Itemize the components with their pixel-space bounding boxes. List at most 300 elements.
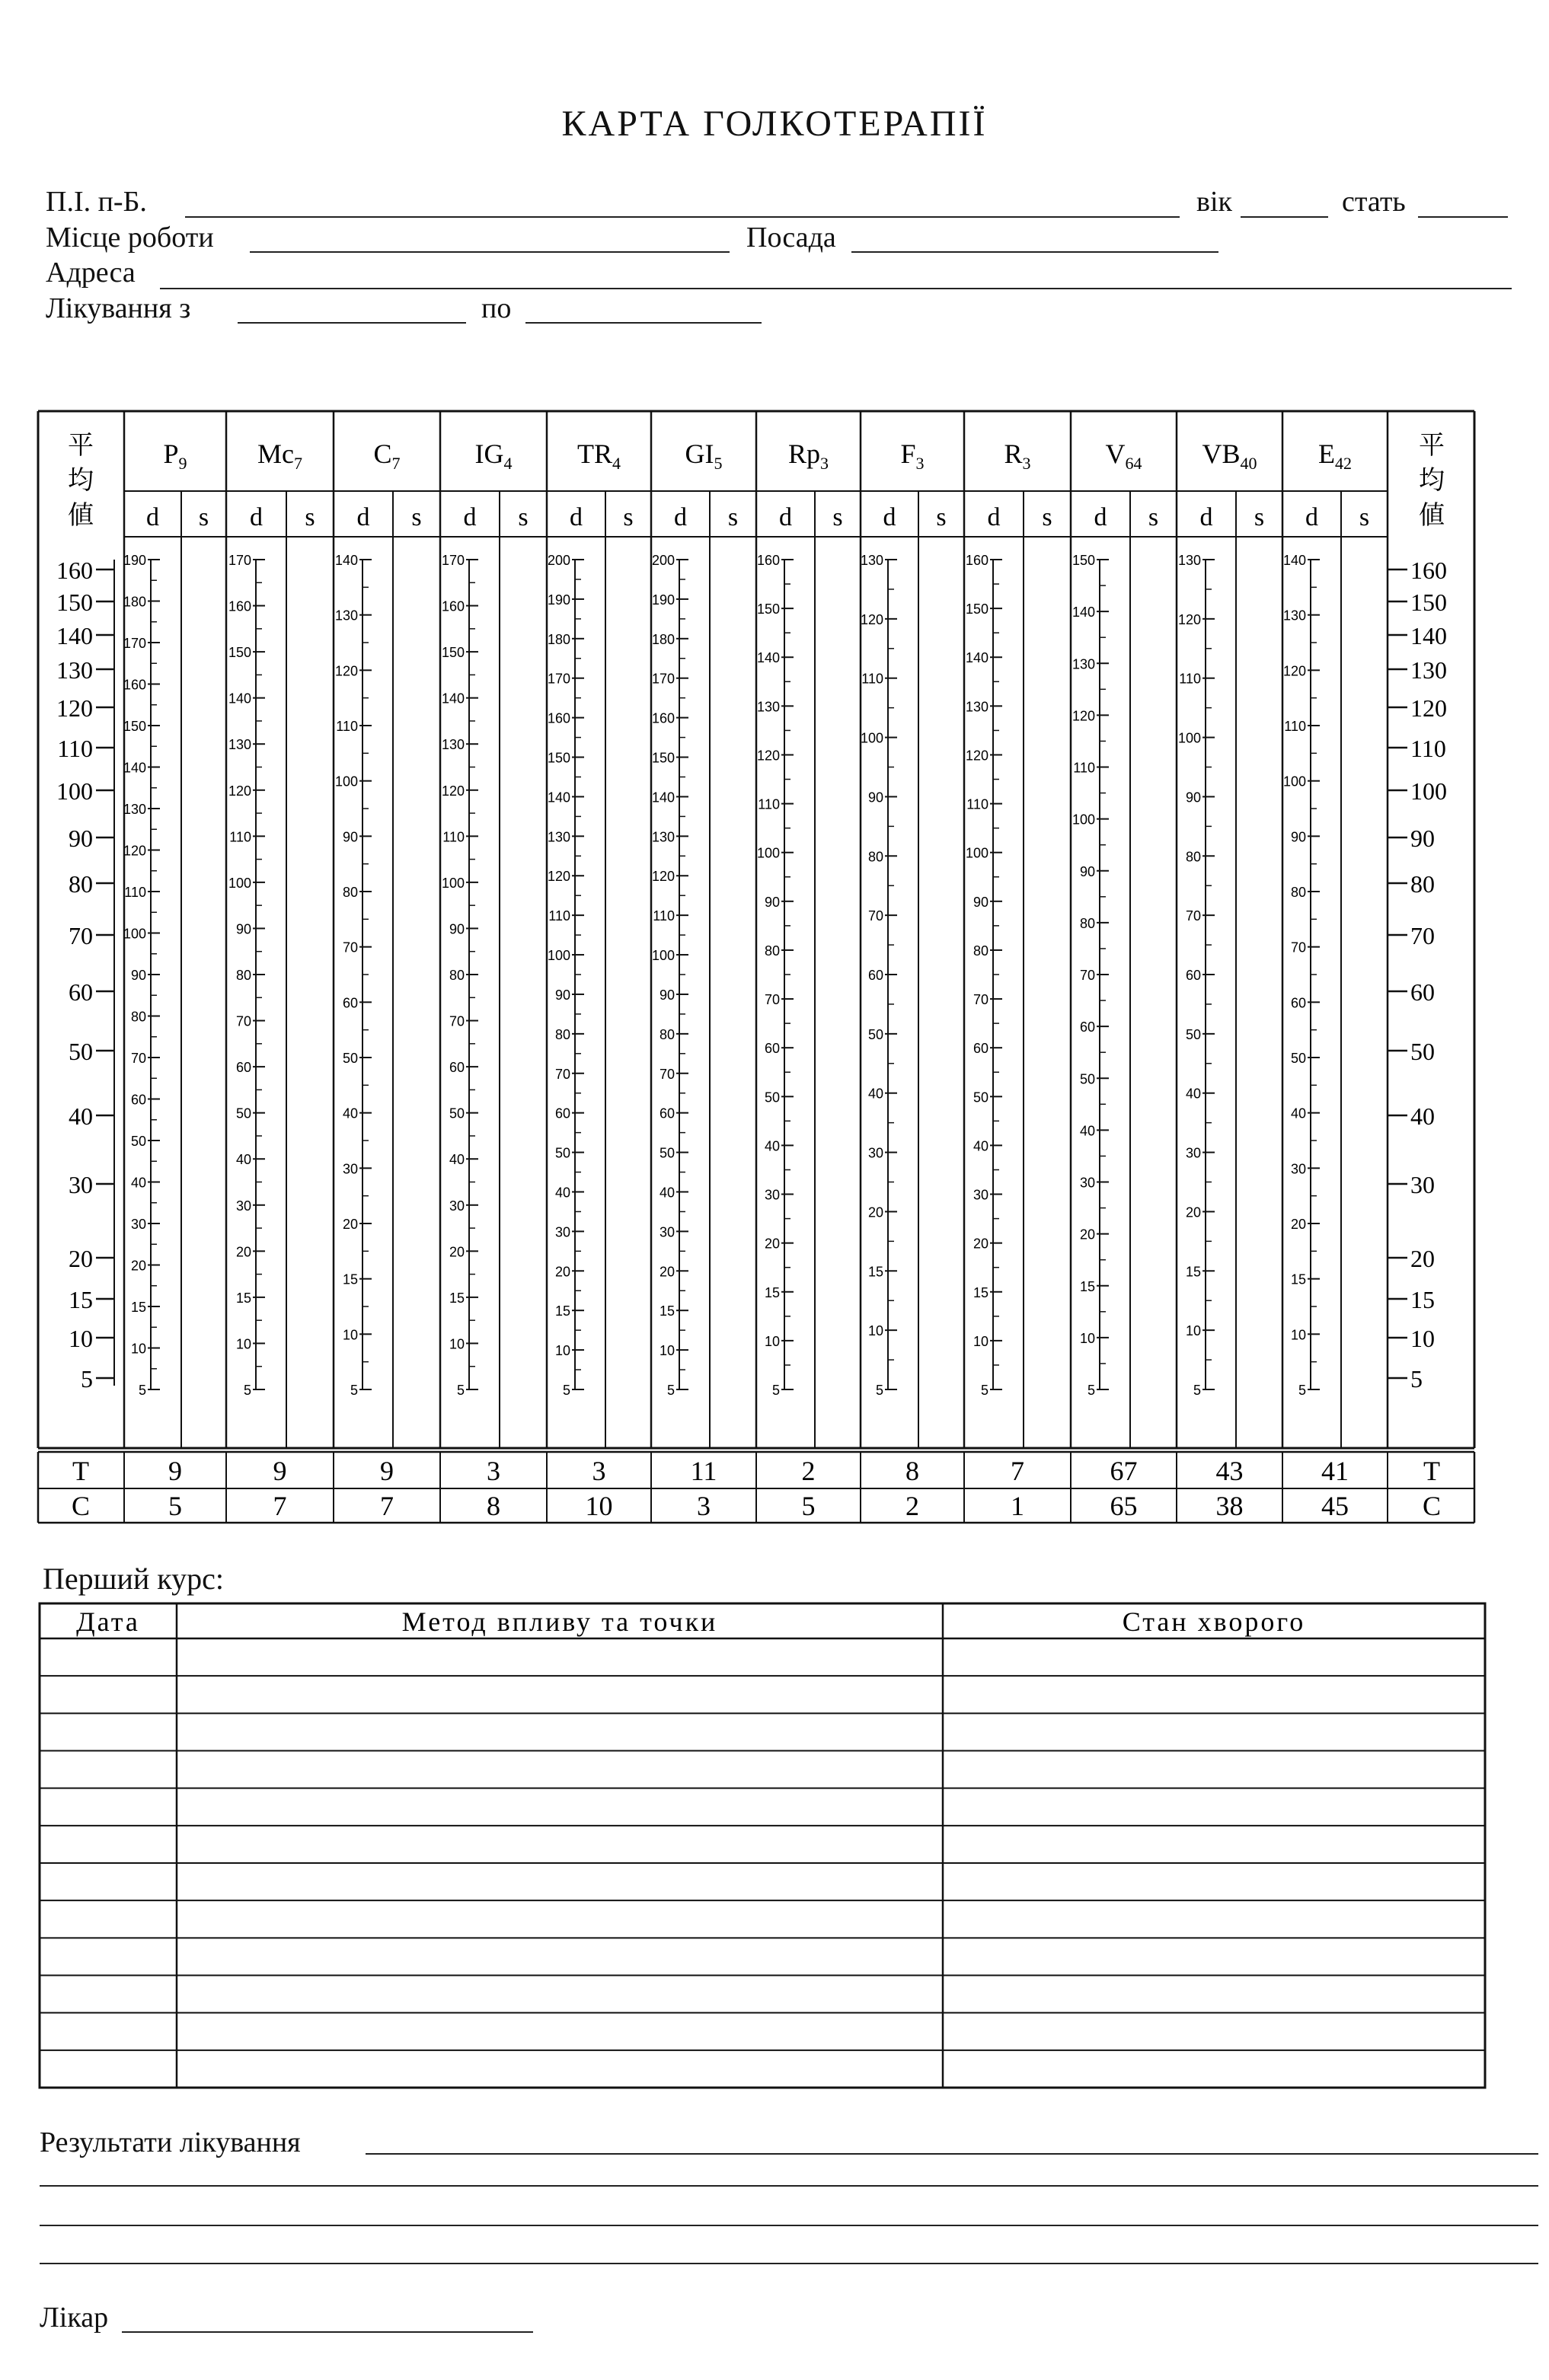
right-scale-label: 60 (1410, 978, 1435, 1006)
point-scale-label-vb40: 80 (1185, 849, 1201, 865)
point-scale-label-r3: 160 (965, 553, 988, 568)
treatment-to-label: по (481, 292, 512, 324)
t-value-mc7: 9 (273, 1456, 287, 1486)
point-scale-label-ig4: 90 (449, 921, 465, 937)
point-scale-label-v64: 70 (1079, 968, 1095, 983)
point-scale-label-tr4: 150 (547, 750, 570, 766)
point-scale-label-vb40: 70 (1185, 908, 1201, 924)
point-scale-label-f3: 90 (867, 790, 883, 806)
point-scale-label-rp3: 160 (756, 553, 780, 568)
point-header-c7: $C_7$ (373, 439, 401, 473)
sub-header-s: s (623, 503, 634, 531)
t-value-ig4: 3 (487, 1456, 500, 1486)
c-value-e42: 45 (1321, 1491, 1349, 1521)
workplace-label: Місце роботи (46, 222, 214, 254)
point-scale-label-e42: 50 (1290, 1051, 1306, 1066)
point-scale-label-mc7: 170 (228, 553, 251, 568)
sub-header-d: d (146, 503, 159, 531)
sub-header-s: s (411, 503, 422, 531)
point-scale-label-c7: 5 (350, 1383, 358, 1398)
point-scale-label-v64: 15 (1079, 1278, 1095, 1294)
sub-header-d: d (883, 503, 896, 531)
row-label-t-right: T (1423, 1456, 1440, 1486)
point-scale-label-mc7: 110 (229, 829, 251, 845)
point-scale-label-ig4: 80 (449, 968, 465, 983)
sub-header-s: s (832, 503, 843, 531)
point-scale-label-c7: 20 (342, 1217, 358, 1232)
results-label: Результати лікування (40, 2126, 301, 2158)
point-scale-label-gi5: 10 (659, 1343, 675, 1359)
point-scale-label-v64: 20 (1079, 1227, 1095, 1243)
sub-header-d: d (1199, 503, 1213, 531)
point-scale-label-tr4: 200 (547, 553, 570, 568)
point-scale-label-vb40: 110 (1179, 671, 1201, 687)
point-scale-label-r3: 20 (973, 1236, 988, 1252)
t-value-p9: 9 (168, 1456, 182, 1486)
right-scale-label: 160 (1410, 557, 1447, 584)
left-scale-label: 10 (69, 1325, 93, 1352)
t-value-gi5: 11 (690, 1456, 717, 1486)
point-scale-label-tr4: 20 (554, 1264, 570, 1280)
right-scale-label: 150 (1410, 589, 1447, 616)
sub-header-d: d (570, 503, 583, 531)
sub-header-d: d (250, 503, 263, 531)
page-title: КАРТА ГОЛКОТЕРАПІЇ (561, 104, 988, 144)
point-scale-label-v64: 30 (1079, 1175, 1095, 1191)
row-label-c-left: C (71, 1491, 91, 1521)
point-scale-label-rp3: 15 (764, 1284, 780, 1300)
point-scale-label-vb40: 5 (1193, 1383, 1201, 1398)
point-scale-label-f3: 130 (860, 553, 883, 568)
point-scale-label-c7: 80 (342, 885, 358, 900)
left-scale-label: 40 (69, 1102, 93, 1130)
point-scale-label-gi5: 100 (651, 948, 675, 964)
point-scale-label-c7: 60 (342, 995, 358, 1011)
right-scale-label: 30 (1410, 1171, 1435, 1198)
point-scale-label-gi5: 160 (651, 710, 675, 726)
c-value-ig4: 8 (487, 1491, 500, 1521)
point-scale-label-vb40: 60 (1185, 968, 1201, 983)
point-scale-label-v64: 100 (1072, 812, 1095, 828)
left-scale-label: 110 (57, 735, 93, 762)
doctor-label: Лікар (40, 2302, 109, 2334)
point-scale-label-e42: 90 (1290, 829, 1306, 845)
right-scale-label: 90 (1410, 825, 1435, 852)
point-scale-label-rp3: 5 (771, 1383, 780, 1398)
point-scale-label-rp3: 60 (764, 1041, 780, 1057)
side-header-left: 均 (68, 467, 94, 495)
point-scale-label-c7: 30 (342, 1161, 358, 1177)
point-scale-label-tr4: 140 (547, 790, 570, 806)
left-scale-label: 130 (56, 656, 93, 684)
point-scale-label-p9: 30 (130, 1217, 146, 1232)
point-header-gi5: $GI_5$ (685, 439, 723, 473)
point-scale-label-f3: 30 (867, 1145, 883, 1161)
point-header-p9: $P_9$ (163, 439, 187, 473)
point-scale-label-r3: 10 (973, 1333, 988, 1349)
sub-header-d: d (987, 503, 1001, 531)
point-header-e42: $E_{42}$ (1318, 439, 1352, 473)
point-scale-label-p9: 180 (123, 594, 146, 610)
point-scale-label-r3: 80 (973, 943, 988, 959)
right-scale-label: 70 (1410, 922, 1435, 949)
left-scale-label: 160 (56, 557, 93, 584)
t-value-r3: 7 (1011, 1456, 1024, 1486)
sub-header-d: d (779, 503, 792, 531)
point-scale-label-f3: 5 (875, 1383, 883, 1398)
point-scale-label-ig4: 40 (449, 1152, 465, 1168)
point-scale-label-v64: 50 (1079, 1071, 1095, 1087)
point-header-f3: $F_3$ (900, 439, 925, 473)
right-scale-label: 20 (1410, 1245, 1435, 1272)
side-header-right: 値 (1419, 502, 1445, 530)
sub-header-s: s (1254, 503, 1265, 531)
point-scale-label-vb40: 40 (1185, 1086, 1201, 1102)
left-scale-label: 100 (56, 777, 93, 805)
right-scale-label: 10 (1410, 1325, 1435, 1352)
c-value-r3: 1 (1011, 1491, 1024, 1521)
side-header-left: 値 (68, 502, 94, 530)
point-scale-label-mc7: 90 (235, 921, 251, 937)
point-scale-label-gi5: 120 (651, 869, 675, 885)
point-scale-label-vb40: 50 (1185, 1026, 1201, 1042)
point-scale-label-r3: 130 (965, 699, 988, 715)
point-scale-label-rp3: 120 (756, 748, 780, 764)
point-scale-label-e42: 80 (1290, 885, 1306, 900)
point-scale-label-gi5: 60 (659, 1105, 675, 1121)
sub-header-d: d (1305, 503, 1318, 531)
point-scale-label-v64: 150 (1072, 553, 1095, 568)
left-scale-label: 20 (69, 1245, 93, 1272)
point-scale-label-tr4: 180 (547, 631, 570, 647)
point-scale-label-c7: 90 (342, 829, 358, 845)
point-scale-label-rp3: 110 (758, 796, 780, 812)
point-scale-label-e42: 5 (1298, 1383, 1306, 1398)
c-value-tr4: 10 (585, 1491, 613, 1521)
sex-label: стать (1342, 186, 1406, 218)
point-scale-label-f3: 80 (867, 849, 883, 865)
point-scale-label-c7: 140 (334, 553, 358, 568)
point-scale-label-r3: 70 (973, 992, 988, 1008)
point-scale-label-ig4: 120 (441, 783, 465, 799)
point-scale-label-vb40: 120 (1177, 611, 1201, 627)
point-scale-label-vb40: 90 (1185, 790, 1201, 806)
point-scale-label-mc7: 40 (235, 1152, 251, 1168)
c-value-mc7: 7 (273, 1491, 287, 1521)
point-scale-label-c7: 15 (342, 1271, 358, 1287)
point-scale-label-ig4: 160 (441, 598, 465, 614)
point-scale-label-v64: 130 (1072, 656, 1095, 672)
left-scale-label: 150 (56, 589, 93, 616)
right-scale-label: 120 (1410, 694, 1447, 722)
c-value-c7: 7 (380, 1491, 394, 1521)
point-scale-label-gi5: 180 (651, 631, 675, 647)
sub-header-s: s (1148, 503, 1159, 531)
point-scale-label-r3: 90 (973, 894, 988, 910)
results-line-4[interactable] (40, 2263, 1538, 2264)
point-scale-label-r3: 120 (965, 748, 988, 764)
point-scale-label-rp3: 90 (764, 894, 780, 910)
age-label: вік (1196, 186, 1232, 218)
point-scale-label-r3: 100 (965, 845, 988, 861)
point-header-vb40: $VB_{40}$ (1202, 439, 1257, 473)
point-scale-label-gi5: 80 (659, 1026, 675, 1042)
point-scale-label-p9: 120 (123, 843, 146, 859)
sub-header-s: s (305, 503, 315, 531)
point-scale-label-c7: 50 (342, 1051, 358, 1066)
point-header-r3: $R_3$ (1004, 439, 1031, 473)
point-scale-label-p9: 70 (130, 1051, 146, 1066)
point-scale-label-ig4: 60 (449, 1060, 465, 1076)
point-scale-label-r3: 30 (973, 1187, 988, 1203)
course-header-date: Дата (76, 1606, 140, 1637)
point-scale-label-mc7: 60 (235, 1060, 251, 1076)
left-scale-label: 90 (69, 825, 93, 852)
right-scale-label: 130 (1410, 656, 1447, 684)
point-scale-label-rp3: 30 (764, 1187, 780, 1203)
point-scale-label-rp3: 80 (764, 943, 780, 959)
sub-header-s: s (1359, 503, 1370, 531)
point-scale-label-mc7: 30 (235, 1198, 251, 1214)
point-scale-label-ig4: 70 (449, 1013, 465, 1029)
c-value-p9: 5 (168, 1491, 182, 1521)
point-scale-label-f3: 20 (867, 1204, 883, 1220)
point-scale-label-tr4: 120 (547, 869, 570, 885)
point-scale-label-rp3: 130 (756, 699, 780, 715)
point-scale-label-tr4: 60 (554, 1105, 570, 1121)
point-scale-label-gi5: 30 (659, 1224, 675, 1240)
point-scale-label-gi5: 50 (659, 1145, 675, 1161)
point-scale-label-rp3: 70 (764, 992, 780, 1008)
point-scale-label-r3: 110 (966, 796, 988, 812)
left-scale-label: 50 (69, 1038, 93, 1065)
point-scale-label-ig4: 20 (449, 1244, 465, 1260)
results-line-2[interactable] (40, 2185, 1538, 2187)
point-scale-label-gi5: 70 (659, 1066, 675, 1082)
point-scale-label-e42: 110 (1284, 719, 1306, 734)
course-header-method: Метод впливу та точки (401, 1606, 718, 1637)
point-scale-label-mc7: 120 (228, 783, 251, 799)
c-value-rp3: 5 (801, 1491, 816, 1521)
sub-header-d: d (463, 503, 477, 531)
point-scale-label-e42: 120 (1282, 663, 1306, 679)
point-scale-label-gi5: 110 (653, 908, 675, 924)
point-scale-label-ig4: 170 (441, 553, 465, 568)
point-scale-label-f3: 110 (861, 671, 883, 687)
point-scale-label-gi5: 40 (659, 1185, 675, 1201)
point-scale-label-gi5: 150 (651, 750, 675, 766)
left-scale-label: 70 (69, 922, 93, 949)
point-scale-label-p9: 20 (130, 1258, 146, 1274)
point-scale-label-r3: 150 (965, 601, 988, 617)
point-scale-label-c7: 40 (342, 1105, 358, 1121)
point-scale-label-tr4: 50 (554, 1145, 570, 1161)
point-scale-label-p9: 170 (123, 636, 146, 651)
t-value-f3: 8 (905, 1456, 919, 1486)
point-scale-label-p9: 80 (130, 1009, 146, 1025)
t-value-rp3: 2 (801, 1456, 816, 1486)
right-scale-label: 100 (1410, 777, 1447, 805)
point-scale-label-tr4: 80 (554, 1026, 570, 1042)
point-scale-label-tr4: 170 (547, 671, 570, 687)
doctor-field[interactable] (122, 2331, 533, 2333)
point-scale-label-ig4: 5 (456, 1383, 465, 1398)
point-scale-label-rp3: 40 (764, 1138, 780, 1154)
point-scale-label-p9: 160 (123, 677, 146, 693)
point-scale-label-vb40: 30 (1185, 1145, 1201, 1161)
point-scale-label-e42: 130 (1282, 608, 1306, 624)
point-scale-label-p9: 10 (130, 1341, 146, 1357)
point-scale-label-mc7: 130 (228, 737, 251, 753)
c-value-gi5: 3 (697, 1491, 711, 1521)
right-scale-label: 15 (1410, 1286, 1435, 1313)
point-scale-label-p9: 15 (130, 1300, 146, 1315)
treatment-from-label: Лікування з (46, 292, 191, 324)
point-scale-label-tr4: 15 (554, 1303, 570, 1319)
side-header-right: 均 (1419, 467, 1445, 495)
point-scale-label-tr4: 130 (547, 829, 570, 845)
row-label-t-left: T (72, 1456, 89, 1486)
point-scale-label-r3: 140 (965, 650, 988, 666)
point-scale-label-v64: 60 (1079, 1019, 1095, 1035)
sub-header-s: s (198, 503, 209, 531)
position-label: Посада (746, 222, 836, 254)
point-scale-label-rp3: 150 (756, 601, 780, 617)
point-scale-label-tr4: 40 (554, 1185, 570, 1201)
point-scale-label-mc7: 15 (235, 1290, 251, 1306)
left-scale-label: 30 (69, 1171, 93, 1198)
c-value-vb40: 38 (1215, 1491, 1244, 1521)
point-scale-label-e42: 70 (1290, 940, 1306, 956)
left-scale-label: 5 (81, 1365, 93, 1393)
point-scale-label-v64: 5 (1087, 1383, 1095, 1398)
point-scale-label-vb40: 15 (1185, 1264, 1201, 1280)
point-scale-label-c7: 100 (334, 774, 358, 790)
left-scale-label: 60 (69, 978, 93, 1006)
t-value-vb40: 43 (1215, 1456, 1244, 1486)
point-header-rp3: $Rp_3$ (787, 439, 829, 473)
point-scale-label-rp3: 140 (756, 650, 780, 666)
row-label-c-right: C (1422, 1491, 1442, 1521)
point-scale-label-tr4: 5 (562, 1383, 570, 1398)
point-scale-label-gi5: 15 (659, 1303, 675, 1319)
point-scale-label-v64: 110 (1073, 760, 1095, 776)
point-scale-label-tr4: 100 (547, 948, 570, 964)
point-scale-label-e42: 30 (1290, 1161, 1306, 1177)
point-scale-label-rp3: 100 (756, 845, 780, 861)
point-scale-label-ig4: 15 (449, 1290, 465, 1306)
point-header-v64: $V_{64}$ (1105, 439, 1142, 473)
point-scale-label-tr4: 10 (554, 1343, 570, 1359)
point-scale-label-f3: 15 (867, 1264, 883, 1280)
point-scale-label-f3: 100 (860, 730, 883, 746)
t-value-c7: 9 (380, 1456, 394, 1486)
results-line-1[interactable] (366, 2153, 1538, 2155)
point-scale-label-f3: 10 (867, 1323, 883, 1339)
point-scale-label-c7: 10 (342, 1327, 358, 1343)
point-scale-label-e42: 20 (1290, 1217, 1306, 1232)
point-scale-label-v64: 90 (1079, 863, 1095, 879)
point-scale-label-f3: 60 (867, 968, 883, 983)
point-scale-label-gi5: 200 (651, 553, 675, 568)
point-scale-label-p9: 50 (130, 1134, 146, 1149)
point-scale-label-v64: 10 (1079, 1330, 1095, 1346)
point-scale-label-p9: 130 (123, 802, 146, 817)
point-scale-label-c7: 110 (336, 719, 358, 734)
point-scale-label-gi5: 170 (651, 671, 675, 687)
point-header-ig4: $IG_4$ (474, 439, 513, 473)
t-value-tr4: 3 (592, 1456, 606, 1486)
sub-header-d: d (356, 503, 370, 531)
point-scale-label-vb40: 10 (1185, 1323, 1201, 1339)
side-header-left: 平 (68, 432, 94, 460)
point-scale-label-mc7: 70 (235, 1013, 251, 1029)
point-scale-label-tr4: 110 (548, 908, 570, 924)
point-scale-label-ig4: 150 (441, 645, 465, 661)
point-scale-label-mc7: 80 (235, 968, 251, 983)
point-scale-label-ig4: 50 (449, 1105, 465, 1121)
point-scale-label-gi5: 5 (666, 1383, 675, 1398)
point-scale-label-p9: 100 (123, 926, 146, 942)
point-scale-label-gi5: 130 (651, 829, 675, 845)
left-scale-label: 80 (69, 870, 93, 898)
point-scale-label-f3: 50 (867, 1026, 883, 1042)
point-scale-label-ig4: 140 (441, 691, 465, 707)
left-scale-label: 15 (69, 1286, 93, 1313)
point-scale-label-p9: 90 (130, 968, 146, 983)
point-header-mc7: $Mc_7$ (257, 439, 302, 473)
point-scale-label-ig4: 130 (441, 737, 465, 753)
point-scale-label-v64: 140 (1072, 605, 1095, 621)
point-scale-label-tr4: 70 (554, 1066, 570, 1082)
point-scale-label-v64: 80 (1079, 915, 1095, 931)
point-scale-label-vb40: 130 (1177, 553, 1201, 568)
right-scale-label: 110 (1410, 735, 1446, 762)
point-scale-label-e42: 100 (1282, 774, 1306, 790)
point-scale-label-mc7: 140 (228, 691, 251, 707)
point-scale-label-vb40: 100 (1177, 730, 1201, 746)
right-scale-label: 80 (1410, 870, 1435, 898)
point-scale-label-mc7: 5 (243, 1383, 251, 1398)
point-scale-label-f3: 120 (860, 611, 883, 627)
point-scale-label-mc7: 20 (235, 1244, 251, 1260)
right-scale-label: 40 (1410, 1102, 1435, 1130)
sub-header-d: d (674, 503, 687, 531)
point-scale-label-mc7: 50 (235, 1105, 251, 1121)
point-scale-label-rp3: 20 (764, 1236, 780, 1252)
left-scale-label: 140 (56, 622, 93, 649)
point-scale-label-ig4: 100 (441, 875, 465, 891)
sub-header-s: s (1042, 503, 1052, 531)
point-scale-label-mc7: 150 (228, 645, 251, 661)
sub-header-d: d (1094, 503, 1107, 531)
point-scale-label-f3: 70 (867, 908, 883, 924)
point-scale-label-r3: 15 (973, 1284, 988, 1300)
t-value-v64: 67 (1110, 1456, 1138, 1486)
results-line-3[interactable] (40, 2225, 1538, 2226)
point-scale-label-e42: 60 (1290, 995, 1306, 1011)
sub-header-s: s (518, 503, 529, 531)
point-scale-label-tr4: 190 (547, 592, 570, 608)
right-scale-label: 140 (1410, 622, 1447, 649)
point-scale-label-mc7: 160 (228, 598, 251, 614)
sub-header-s: s (727, 503, 739, 531)
point-scale-label-r3: 5 (980, 1383, 988, 1398)
point-scale-label-e42: 140 (1282, 553, 1306, 568)
point-scale-label-tr4: 160 (547, 710, 570, 726)
point-scale-label-gi5: 20 (659, 1264, 675, 1280)
sub-header-s: s (936, 503, 947, 531)
